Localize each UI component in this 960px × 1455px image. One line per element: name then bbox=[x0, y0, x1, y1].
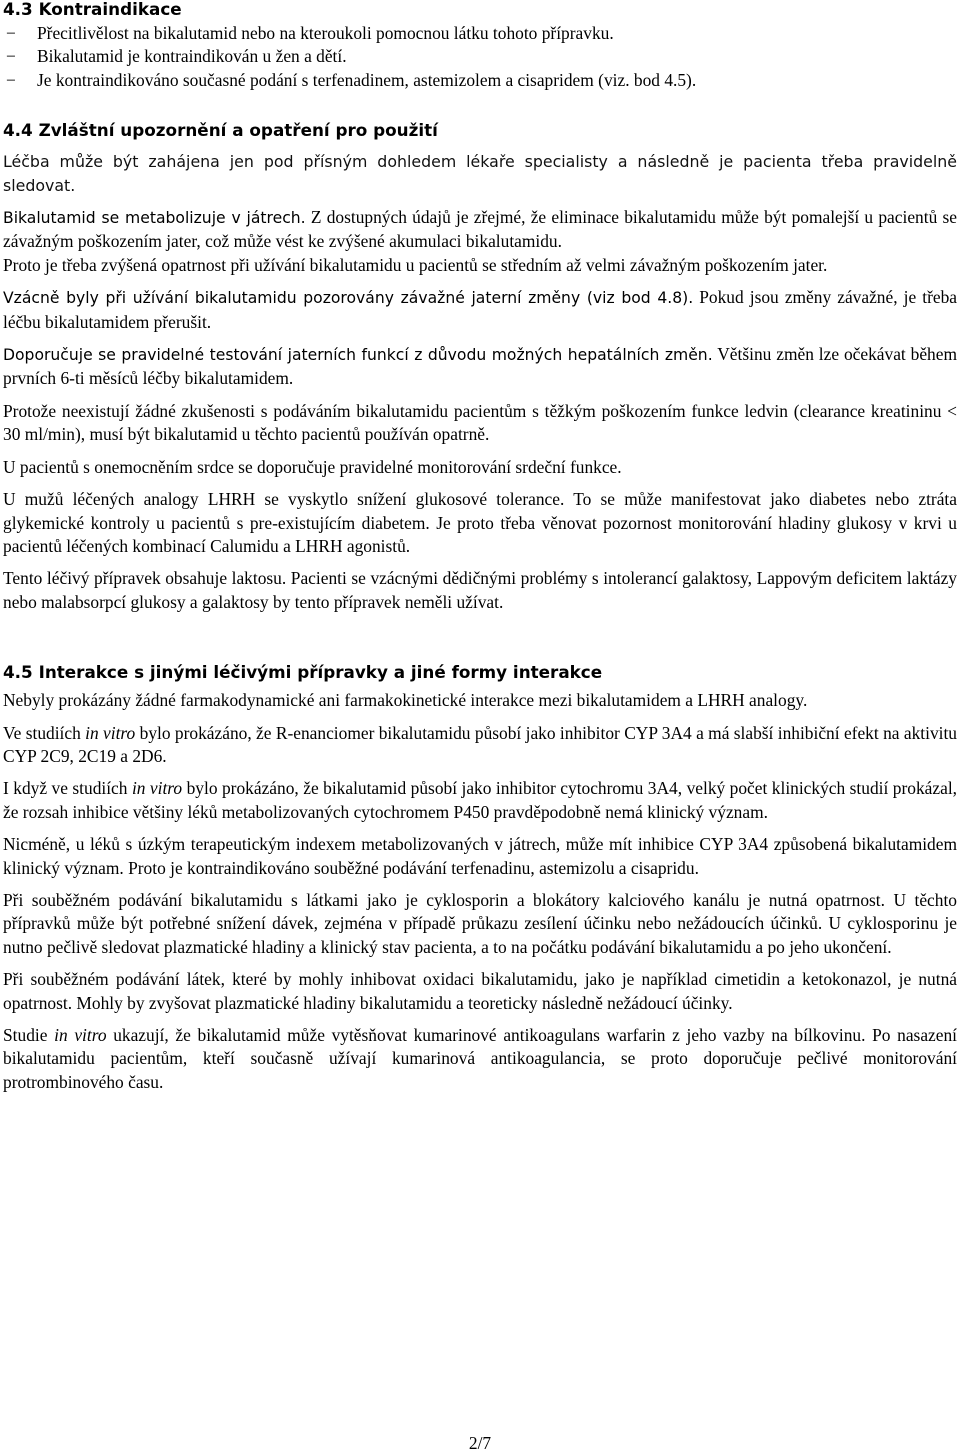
dash-icon: − bbox=[6, 46, 16, 67]
document-page bbox=[3, 0, 957, 1094]
paragraph: Bikalutamid se metabolizuje v játrech. Z dostupných údajů je zřejmé, že eliminace bikalutamidu může být pomalejší u pacientů se závažným poškozením jater, což může vést ke zvýšené akumulaci bikalutamidu. bbox=[3, 207, 957, 252]
paragraph: Studie in vitro ukazují, že bikalutamid může vytěsňovat kumarinové antikoagulans warfarin z jeho vazby na bílkovinu. Po nasazení bikalutamidu pacientům, kteří současně užívají kumarinová antikoagulancia, se proto doporučuje pečlivé monitorování protrombinového času. bbox=[3, 1025, 958, 1092]
paragraph: Při souběžném podávání látek, které by mohly inhibovat oxidaci bikalutamidu, jako je například cimetidin a ketokonazol, je nutná opatrnost. Mohly by zvyšovat plazmatické hladiny bikalutamidu a teoreticky následně nežádoucí účinky. bbox=[3, 969, 957, 1013]
paragraph: Při souběžném podávání bikalutamidu s látkami jako je cyklosporin a blokátory kalciového kanálu je nutná opatrnost. U těchto přípravků může být potřebné snížení dávek, zejména v případě průkazu zesílení účinku nebo nežádoucích účinků. U cyklosporinu je nutno pečlivě sledovat plazmatické hladiny a klinický stav pacienta, a to na počátku podávání bikalutamidu a po jeho ukončení. bbox=[3, 889, 957, 957]
paragraph: I když ve studiích in vitro bylo prokázáno, že bikalutamid působí jako inhibitor cytochromu 3A4, velký počet klinických studií prokázal, že rozsah inhibice většiny léků metabolizovaných cytochromem P450 pravděpodobně nemá klinický význam. bbox=[3, 778, 957, 822]
list-item: − Přecitlivělost na bikalutamid nebo na kteroukoli pomocnou látku tohoto přípravku. bbox=[3, 22, 957, 45]
paragraph: Proto je třeba zvýšená opatrnost při užívání bikalutamidu u pacientů se středním až velmi závažným poškozením jater. bbox=[3, 254, 828, 275]
list-item: − Je kontraindikováno současné podání s terfenadinem, astemizolem a cisapridem (viz. bod 4.5). bbox=[3, 69, 957, 92]
paragraph: U mužů léčených analogy LHRH se vyskytlo snížení glukosové tolerance. To se může manifestovat jako diabetes nebo ztráta glykemické kontroly u pacientů s pre-existujícím diabetem. Je proto třeba věnovat pozornost monitorování hladiny glukosy v krvi u pacientů léčených kombinací Calumidu a LHRH agonistů. bbox=[3, 489, 957, 556]
dash-icon: − bbox=[6, 69, 16, 90]
paragraph: Vzácně byly při užívání bikalutamidu pozorovány závažné jaterní změny (viz bod 4.8). Pokud jsou změny závažné, je třeba léčbu bikalutamidem přerušit. bbox=[3, 287, 957, 332]
dash-icon: − bbox=[6, 23, 16, 43]
paragraph: Protože neexistují žádné zkušenosti s podáváním bikalutamidu pacientům s těžkým poškozením funkce ledvin (clearance kreatininu < 30 ml/min), musí být bikalutamid u těchto pacientů používán opatrně. bbox=[3, 400, 957, 445]
section-4-5-heading: 4.5 Interakce s jinými léčivými přípravky a jiné formy interakce bbox=[3, 662, 603, 683]
page-number: 2/7 bbox=[468, 1433, 492, 1453]
paragraph: Nicméně, u léků s úzkým terapeutickým indexem metabolizovaných v játrech, může mít inhibice CYP 3A4 způsobená bikalutamidem klinický význam. Proto je kontraindikováno souběžné podávání terfenadinu, astemizolu a cisapridu. bbox=[3, 834, 957, 878]
list-item: − Bikalutamid je kontraindikován u žen a dětí. bbox=[3, 45, 957, 68]
paragraph: Léčba může být zahájena jen pod přísným dohledem lékaře specialisty a následně je pacienta třeba pravidelně sledovat. bbox=[3, 152, 957, 195]
paragraph: Ve studiích in vitro bylo prokázáno, že R-enanciomer bikalutamidu působí jako inhibitor CYP 3A4 a má slabší inhibiční efekt na aktivitu CYP 2C9, 2C19 a 2D6. bbox=[3, 722, 957, 766]
paragraph: Tento léčivý přípravek obsahuje laktosu. Pacienti se vzácnými dědičnými problémy s intolerancí galaktosy, Lappovým deficitem laktázy nebo malabsorpcí glukosy a galaktosy by tento přípravek neměli užívat. bbox=[3, 568, 957, 612]
paragraph: U pacientů s onemocněním srdce se doporučuje pravidelné monitorování srdeční funkce. bbox=[3, 456, 622, 477]
paragraph: Nebyly prokázány žádné farmakodynamické ani farmakokinetické interakce mezi bikalutamidem a LHRH analogy. bbox=[3, 690, 808, 711]
contraindication-list bbox=[3, 22, 957, 92]
section-4-3-heading: 4.3 Kontraindikace bbox=[3, 0, 182, 19]
section-4-4-heading: 4.4 Zvláštní upozornění a opatření pro použití bbox=[3, 120, 438, 141]
paragraph: Doporučuje se pravidelné testování jaterních funkcí z důvodu možných hepatálních změn. Většinu změn lze očekávat během prvních 6-ti měsíců léčby bikalutamidem. bbox=[3, 344, 957, 389]
